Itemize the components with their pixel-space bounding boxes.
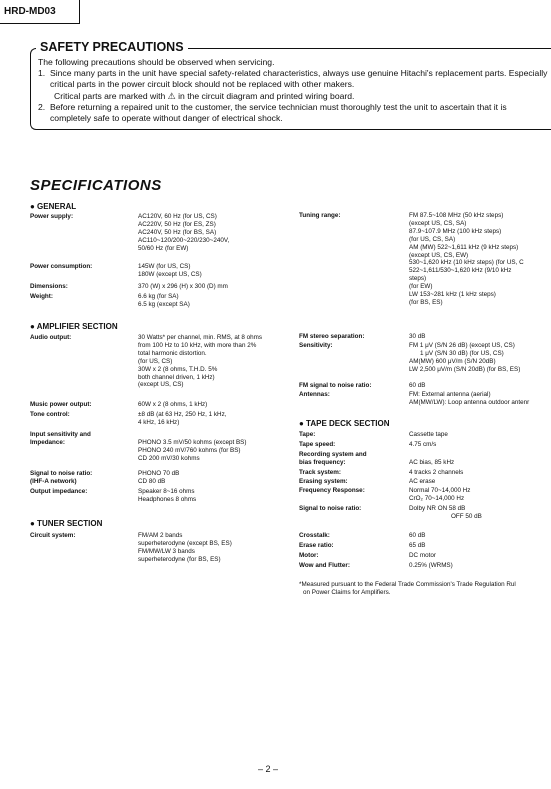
- safety-intro: The following precautions should be observed when servicing.: [38, 57, 275, 67]
- spec-value: DC motor: [409, 552, 436, 559]
- page-number: – 2 –: [258, 764, 279, 774]
- spec-label: Dimensions:: [30, 283, 68, 290]
- spec-label: Audio output:: [30, 334, 72, 341]
- spec-label: Signal to noise ratio: (IHF-A network): [30, 470, 93, 485]
- spec-value: AC120V, 60 Hz (for US, CS) AC220V, 50 Hz (for ES, ZS) AC240V, 50 Hz (for BS, SA) AC110~120/200~220/230~240V, 50/60 Hz (for EW): [138, 213, 230, 252]
- safety-item: [38, 102, 550, 124]
- specifications-title: SPECIFICATIONS: [30, 177, 162, 194]
- section-general: ● GENERAL: [30, 202, 77, 211]
- spec-label: Power consumption:: [30, 263, 93, 270]
- spec-value: 60 dB: [409, 532, 426, 539]
- spec-value: AC erase: [409, 478, 436, 485]
- safety-list: [38, 68, 550, 124]
- spec-label: Sensitivity:: [299, 342, 333, 349]
- spec-label: Tuning range:: [299, 212, 341, 219]
- spec-value: 0.25% (WRMS): [409, 562, 453, 569]
- section-tuner: ● TUNER SECTION: [30, 519, 103, 528]
- warning-triangle-icon: ⚠: [167, 90, 176, 101]
- spec-label: Circuit system:: [30, 532, 76, 539]
- spec-label: Erase ratio:: [299, 542, 334, 549]
- spec-label: Tape:: [299, 431, 316, 438]
- spec-label: Crosstalk:: [299, 532, 330, 539]
- spec-value: FM: External antenna (aerial) AM(MW/LW): Loop antenna outdoor antenr: [409, 391, 530, 406]
- spec-label: Antennas:: [299, 391, 330, 398]
- spec-value: FM 1 μV (S/N 26 dB) (except US, CS) 1 μV (S/N 30 dB) (for US, CS) AM(MW) 600 μV/m (S/N 20dB) LW 2,500 μV/m (S/N 20dB) (for BS, ES): [409, 342, 521, 373]
- spec-label: Tape speed:: [299, 441, 336, 448]
- spec-value: 4 tracks 2 channels: [409, 469, 464, 476]
- spec-label: Recording system and bias frequency:: [299, 451, 367, 466]
- safety-item: [38, 68, 550, 102]
- safety-title: SAFETY PRECAUTIONS: [36, 40, 188, 54]
- spec-label: Power supply:: [30, 213, 74, 220]
- spec-value: Speaker 8~16 ohms Headphones 8 ohms: [138, 488, 197, 503]
- item-number: 1.: [38, 68, 46, 79]
- item-number: 2.: [38, 101, 46, 112]
- section-tape-deck: ● TAPE DECK SECTION: [299, 419, 390, 428]
- spec-label: FM signal to noise ratio:: [299, 382, 372, 389]
- spec-value: 65 dB: [409, 542, 426, 549]
- spec-value: FM 87.5~108 MHz (50 kHz steps) (except US, CS, SA) 87.9~107.9 MHz (100 kHz steps) (for US, CS, SA) AM (MW) 522~1,611 kHz (9 kHz steps) (except US, CS, EW) 530~1,620 kHz (10 kHz steps) (for US, C 522~1,611/530~1,620 kHz (9/10 kHz steps) (for EW) LW 153~281 kHz (1 kHz steps) (for BS, ES): [409, 212, 524, 306]
- spec-value: PHONO 3.5 mV/50 kohms (except BS) PHONO 240 mV/760 kohms (for BS) CD 200 mV/30 kohms: [138, 439, 247, 462]
- spec-left-column: [30, 202, 290, 592]
- spec-value: Cassette tape: [409, 431, 448, 438]
- spec-label: Input sensitivity and Impedance:: [30, 431, 91, 446]
- spec-value: 145W (for US, CS) 180W (except US, CS): [138, 263, 202, 278]
- section-amplifier: ● AMPLIFIER SECTION: [30, 322, 118, 331]
- spec-value: Normal 70~14,000 Hz CrO₂ 70~14,000 Hz: [409, 487, 471, 502]
- model-number: HRD-MD03: [0, 0, 80, 24]
- spec-value: 30 Watts* per channel, min. RMS, at 8 ohms from 100 Hz to 10 kHz, with more than 2% total harmonic distortion. (for US, CS) 30W x 2 (8 ohms, T.H.D. 5% both channel driven, 1 kHz) (except US, CS): [138, 334, 263, 389]
- spec-value: 60 dB: [409, 382, 426, 389]
- spec-label: Motor:: [299, 552, 319, 559]
- spec-value: PHONO 70 dB CD 80 dB: [138, 470, 180, 485]
- spec-value: AC bias, 85 kHz: [409, 459, 455, 466]
- spec-value: 370 (W) x 296 (H) x 300 (D) mm: [138, 283, 228, 290]
- safety-body: [38, 57, 550, 124]
- spec-label: Music power output:: [30, 401, 92, 408]
- spec-value: FM/AM 2 bands superheterodyne (except BS, ES) FM/MW/LW 3 bands superheterodyne (for BS, ES): [138, 532, 232, 563]
- spec-value: 30 dB: [409, 333, 426, 340]
- spec-value: Dolby NR ON 58 dB OFF 50 dB: [409, 505, 482, 520]
- spec-label: FM stereo separation:: [299, 333, 365, 340]
- spec-value: 60W x 2 (8 ohms, 1 kHz): [138, 401, 208, 408]
- spec-label: Tone control:: [30, 411, 70, 418]
- spec-label: Track system:: [299, 469, 342, 476]
- item-text: Since many parts in the unit have special safety-related characteristics, always use genuine Hitachi's replacement parts. Especially critical parts in the power circuit block should not be replaced with other makers.: [50, 68, 548, 90]
- item-text: Before returning a repaired unit to the customer, the service technician must thoroughly test the unit to ascertain that it is completely safe to operate without danger of electrical shock.: [50, 101, 507, 124]
- spec-label: Output impedance:: [30, 488, 88, 495]
- spec-value: 6.6 kg (for SA) 6.5 kg (except SA): [138, 293, 190, 308]
- spec-label: Erasing system:: [299, 478, 348, 485]
- item-text-line2: Critical parts are marked with ⚠ in the circuit diagram and printed wiring board.: [54, 90, 355, 101]
- spec-label: Weight:: [30, 293, 53, 300]
- footnote: *Measured pursuant to the Federal Trade Commission's Trade Regulation Rul on Power Claims for Amplifiers.: [299, 581, 516, 596]
- spec-value: 4.75 cm/s: [409, 441, 437, 448]
- spec-label: Wow and Flutter:: [299, 562, 350, 569]
- spec-value: ±8 dB (at 63 Hz, 250 Hz, 1 kHz, 4 kHz, 16 kHz): [138, 411, 227, 426]
- spec-right-column: [299, 212, 551, 602]
- spec-label: Frequency Response:: [299, 487, 365, 494]
- spec-label: Signal to noise ratio:: [299, 505, 362, 512]
